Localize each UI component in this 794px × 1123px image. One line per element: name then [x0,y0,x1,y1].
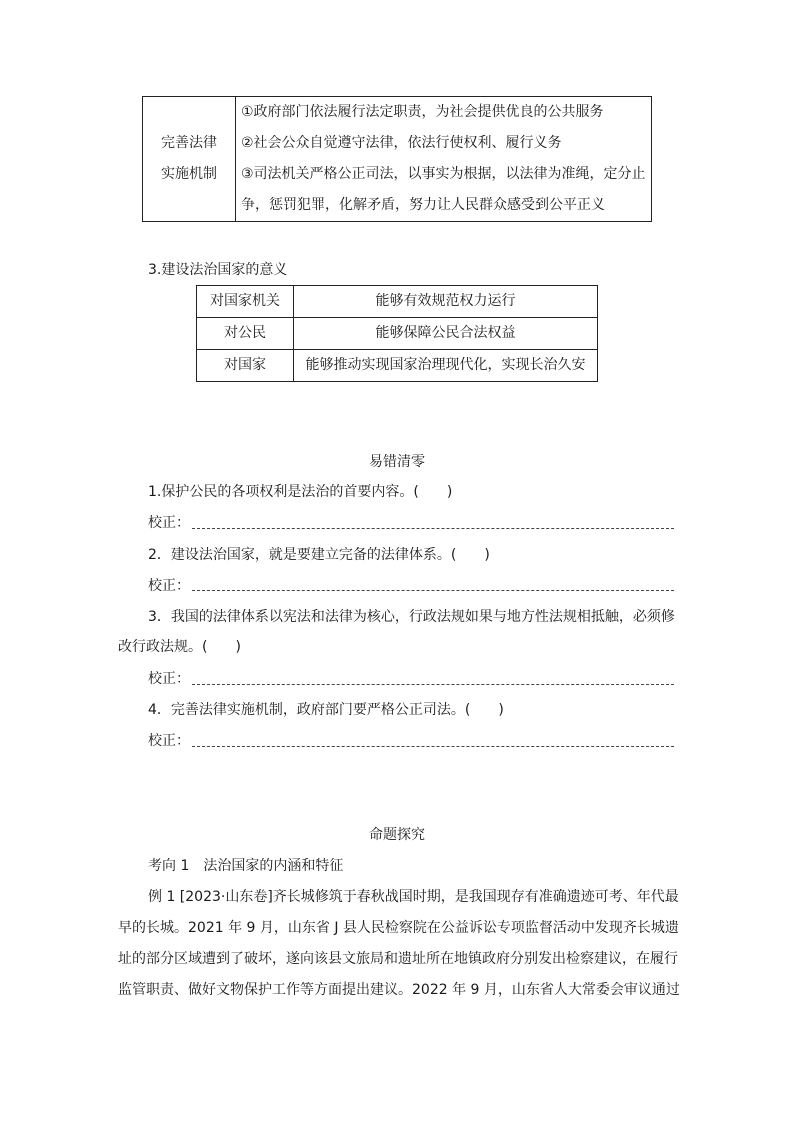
error-item: 4．完善法律实施机制，政府部门要严格公正司法。( ) [148,702,504,718]
row-value: 能够有效规范权力运行 [294,286,598,318]
error-item-continuation: 改行政法规。( ) [118,639,241,655]
row-value: 能够保障公民合法权益 [294,318,598,350]
example-line: 址的部分区域遭到了破坏，遂向该县文旅局和遗址所在地镇政府分别发出检察建议，在履行 [118,951,678,967]
table-line: 争，惩罚犯罪，化解矛盾，努力让人民群众感受到公平正义 [241,197,605,213]
error-item: 2．建设法治国家，就是要建立完备的法律体系。( ) [148,547,490,563]
direction-heading: 考向 1 法治国家的内涵和特征 [148,858,344,874]
implementation-mechanism-table [142,96,652,222]
error-item: 3．我国的法律体系以宪法和法律为核心，行政法规如果与地方性法规相抵触，必须修 [148,609,675,625]
table-line: ③司法机关严格公正司法，以事实为根据，以法律为准绳，定分止 [241,166,646,182]
table-line: ②社会公众自觉遵守法律，依法行使权利、履行义务 [241,135,562,151]
error-item: 1.保护公民的各项权利是法治的首要内容。( ) [148,484,453,500]
table-row [197,318,598,350]
table-line: ①政府部门依法履行法定职责，为社会提供优良的公共服务 [241,104,604,120]
row-label: 对国家机关 [197,286,294,318]
example-line: 早的长城。2021 年 9 月，山东省 J 县人民检察院在公益诉讼专项监督活动中发现齐长城遗 [118,920,679,936]
errors-title: 易错清零 [369,454,425,470]
significance-table [196,285,598,382]
section-heading: 3.建设法治国家的意义 [148,262,288,278]
table-header-line: 实施机制 [161,166,217,182]
example-line: 例 1 [2023·山东卷]齐长城修筑于春秋战国时期，是我国现存有准确遗迹可考、年代最 [148,889,679,905]
correction-line[interactable] [192,684,674,685]
correction-label: 校正： [148,578,190,594]
correction-line[interactable] [192,590,674,591]
correction-label: 校正： [148,733,190,749]
table-header-line: 完善法律 [161,135,217,151]
correction-line[interactable] [192,746,674,747]
table-row [197,350,598,382]
table-body-cell [236,97,652,222]
exploration-title: 命题探究 [369,827,425,843]
example-line: 监管职责、做好文物保护工作等方面提出建议。2022 年 9 月，山东省人大常委会审议通过 [118,982,680,998]
table-header-cell [143,97,236,222]
table-row [197,286,598,318]
correction-label: 校正： [148,671,190,687]
correction-label: 校正： [148,515,190,531]
row-label: 对公民 [197,318,294,350]
row-label: 对国家 [197,350,294,382]
row-value: 能够推动实现国家治理现代化，实现长治久安 [294,350,598,382]
correction-line[interactable] [192,528,674,529]
